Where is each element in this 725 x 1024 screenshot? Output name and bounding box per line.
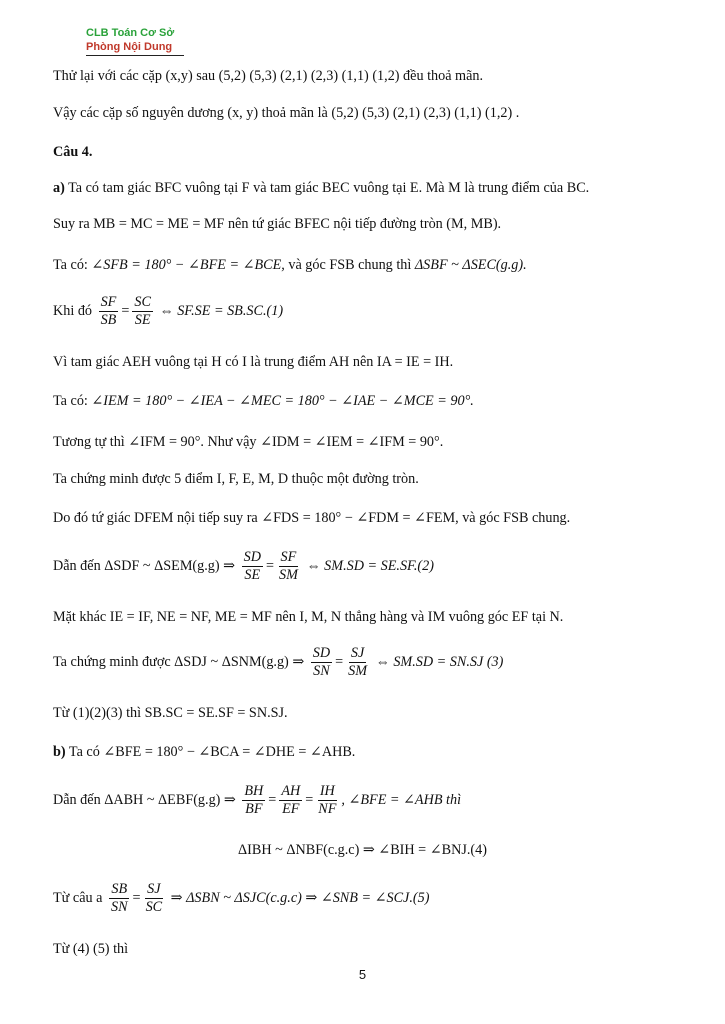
text-line: Do đó tứ giác DFEM nội tiếp suy ra ∠FDS = 180° − ∠FDM = ∠FEM, và góc FSB chung. [53,510,571,526]
text-line: Thử lại với các cặp (x,y) sau (5,2) (5,3) (2,1) (2,3) (1,1) (1,2) đều thoả mãn. [53,68,484,84]
question-title: Câu 4. [53,144,93,160]
text-line: Vì tam giác AEH vuông tại H có I là trung điểm AH nên IA = IE = IH. [53,354,454,370]
department-name: Phòng Nội Dung [86,40,184,56]
fraction: $\frac{SB}{SN}$ [110,881,128,915]
text-line: Ta có: ∠IEM = 180° − ∠IEA − ∠MEC = 180° − ∠IAE − ∠MCE = 90°. [53,393,474,409]
fraction: $\frac{SF}{SB}$ [100,294,117,328]
fraction: $\frac{SC}{SE}$ [134,294,151,328]
formula-line: Khi đó $\frac{SF}{SB}$ = $\frac{SC}{SE}$ ⇔ SF.SE = SB.SC.(1) [53,294,284,328]
text-line: Ta có: ∠SFB = 180° − ∠BFE = ∠BCE, và góc FSB chung thì ΔSBF ~ ΔSEC(g.g). [53,257,527,273]
formula-line: Dẫn đến ΔABH ~ ΔEBF(g.g) ⇒ $\frac{BH}{BF}$ = $\frac{AH}{EF}$ = $\frac{IH}{NF}$ , ∠BFE = ∠AHB thì [53,783,462,817]
text-line: Từ (1)(2)(3) thì SB.SC = SE.SF = SN.SJ. [53,705,288,721]
fraction: $\frac{SJ}{SC}$ [145,881,163,915]
formula-line: Từ câu a $\frac{SB}{SN}$ = $\frac{SJ}{SC}$ ⇒ ΔSBN ~ ΔSJC(c.g.c) ⇒ ∠SNB = ∠SCJ.(5) [53,881,430,915]
fraction: $\frac{AH}{EF}$ [281,783,301,817]
text-line: Ta chứng minh được 5 điểm I, F, E, M, D thuộc một đường tròn. [53,471,419,487]
formula-line: ΔIBH ~ ΔNBF(c.g.c) ⇒ ∠BIH = ∠BNJ.(4) [238,842,487,858]
text-line: Vậy các cặp số nguyên dương (x, y) thoả mãn là (5,2) (5,3) (2,1) (2,3) (1,1) (1,2) . [53,105,520,121]
text-line: Từ (4) (5) thì [53,941,129,957]
fraction: $\frac{SD}{SE}$ [243,549,261,583]
fraction: $\frac{IH}{NF}$ [318,783,337,817]
text-line: Suy ra MB = MC = ME = MF nên tứ giác BFEC nội tiếp đường tròn (M, MB). [53,216,502,232]
formula-line: Ta chứng minh được ΔSDJ ~ ΔSNM(g.g) ⇒ $\frac{SD}{SN}$ = $\frac{SJ}{SM}$ ⇔ SM.SD = SN.SJ (3) [53,645,504,679]
fraction: $\frac{SD}{SN}$ [312,645,331,679]
formula-line: Dẫn đến ΔSDF ~ ΔSEM(g.g) ⇒ $\frac{SD}{SE}$ = $\frac{SF}{SM}$ ⇔ SM.SD = SE.SF.(2) [53,549,434,583]
club-name: CLB Toán Cơ Sở [86,27,175,39]
text-line: Mặt khác IE = IF, NE = NF, ME = MF nên I, M, N thẳng hàng và IM vuông góc EF tại N. [53,609,564,625]
text-line: a) Ta có tam giác BFC vuông tại F và tam giác BEC vuông tại E. Mà M là trung điểm của BC. [53,180,590,196]
part-label: b) [53,744,66,760]
part-label: a) [53,180,65,196]
text-line: Tương tự thì ∠IFM = 90°. Như vậy ∠IDM = ∠IEM = ∠IFM = 90°. [53,434,444,450]
fraction: $\frac{SJ}{SM}$ [348,645,368,679]
fraction: $\frac{BH}{BF}$ [244,783,264,817]
page-header [86,26,184,56]
fraction: $\frac{SF}{SM}$ [278,549,298,583]
page-number: 5 [358,967,367,982]
text-line: b) Ta có ∠BFE = 180° − ∠BCA = ∠DHE = ∠AHB. [53,744,356,760]
